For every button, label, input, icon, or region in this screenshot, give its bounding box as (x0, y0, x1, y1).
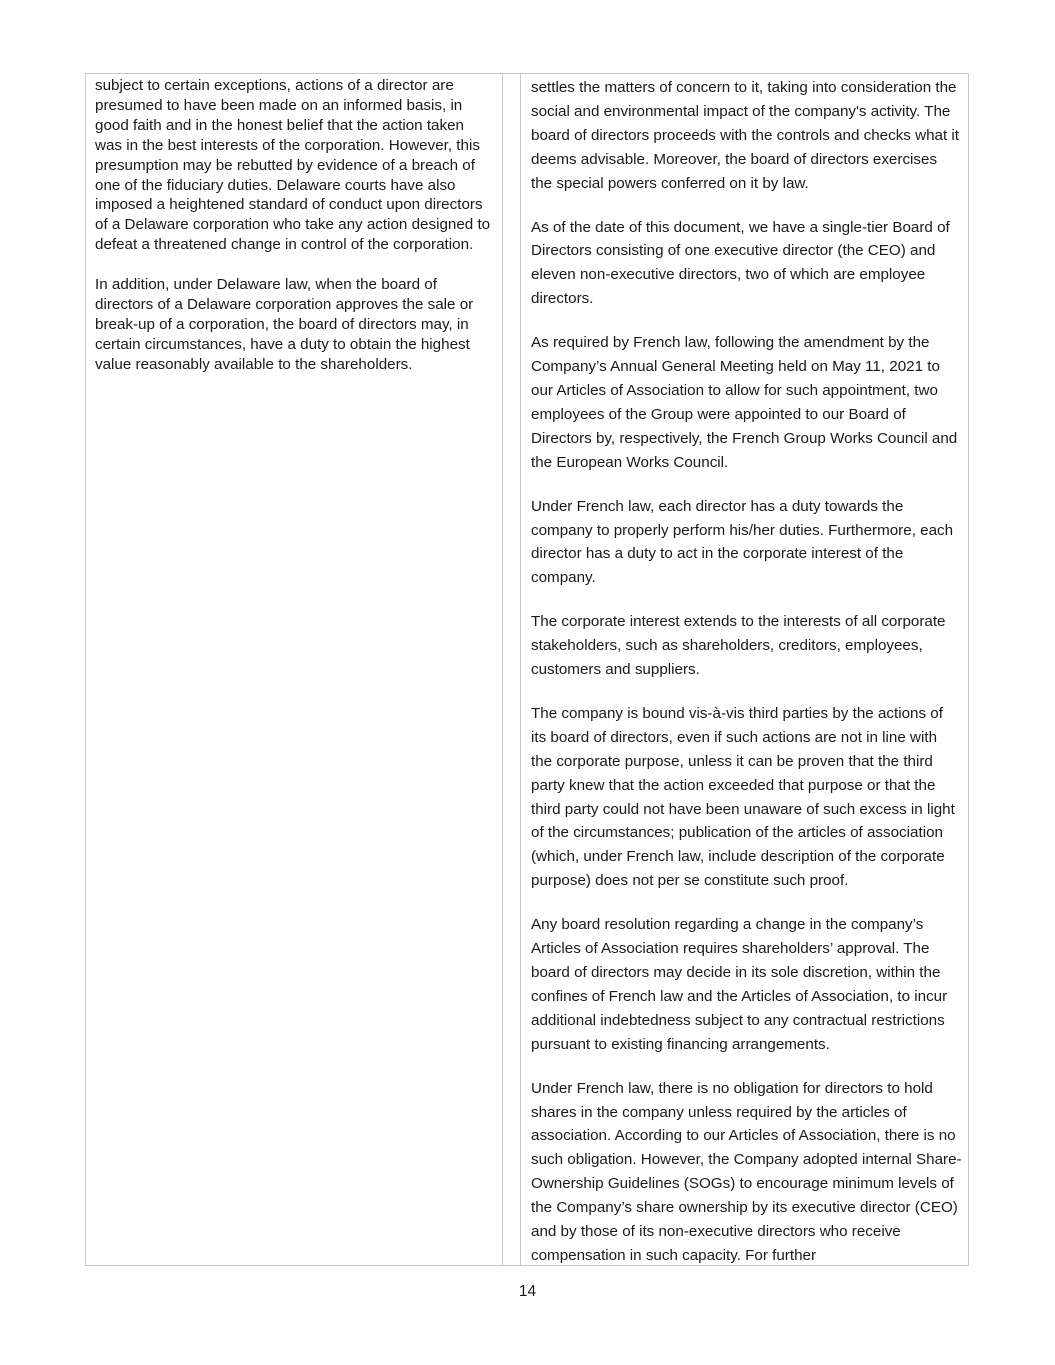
column-separator (503, 74, 521, 1265)
comparison-table (85, 73, 969, 1266)
paragraph: The corporate interest extends to the interests of all corporate stakeholders, such as shareholders, creditors, employees, customers and suppliers. (531, 613, 946, 679)
paragraph: settles the matters of concern to it, taking into consideration the social and environmental impact of the company's activity. The board of directors proceeds with the controls and checks what it deems advisable. Moreover, the board of directors exercises the special powers conferred on it by law. (531, 79, 960, 192)
paragraph: As required by French law, following the amendment by the Company’s Annual General Meeting held on May 11, 2021 to our Articles of Association to allow for such appointment, two employees of the Group were appointed to our Board of Directors by, respectively, the French Group Works Council and the European Works Council. (531, 334, 958, 471)
paragraph: The company is bound vis-à-vis third parties by the actions of its board of directors, even if such actions are not in line with the corporate purpose, unless it can be proven that the third party knew that the action exceeded that purpose or that the third party could not have been unaware of such excess in light of the circumstances; publication of the articles of association (which, under French law, include description of the corporate purpose) does not per se constitute such proof. (531, 704, 955, 890)
paragraph: Any board resolution regarding a change in the company’s Articles of Association requires shareholders’ approval. The board of directors may decide in its sole discretion, within the confines of French law and the Articles of Association, to incur additional indebtedness subject to any contractual restrictions pursuant to existing financing arrangements. (531, 916, 948, 1053)
paragraph: Under French law, there is no obligation for directors to hold shares in the company unless required by the articles of association. According to our Articles of Association, there is no such obligation. However, the Company adopted internal Share-Ownership Guidelines (SOGs) to encourage minimum levels of the Company’s share ownership by its executive director (CEO) and by those of its non-executive directors who receive compensation in such capacity. For further (531, 1079, 962, 1264)
delaware-law-column (86, 74, 503, 1265)
paragraph: In addition, under Delaware law, when the board of directors of a Delaware corporation approves the sale or break-up of a corporation, the board of directors may, in certain circumstances, have a duty to obtain the highest value reasonably available to the shareholders. (95, 276, 474, 373)
french-law-column (521, 74, 968, 1265)
paragraph: As of the date of this document, we have a single-tier Board of Directors consisting of one executive director (the CEO) and eleven non-executive directors, two of which are employee directors. (531, 218, 950, 308)
paragraph: subject to certain exceptions, actions of a director are presumed to have been made on an informed basis, in good faith and in the honest belief that the action taken was in the best interests of the corporation. However, this presumption may be rebutted by evidence of a breach of one of the fiduciary duties. Delaware courts have also imposed a heightened standard of conduct upon directors of a Delaware corporation who take any action designed to defeat a threatened change in control of the corporation. (95, 77, 491, 254)
paragraph: Under French law, each director has a duty towards the company to properly perform his/her duties. Furthermore, each director has a duty to act in the corporate interest of the company. (531, 497, 954, 587)
page-number: 14 (518, 1283, 537, 1300)
